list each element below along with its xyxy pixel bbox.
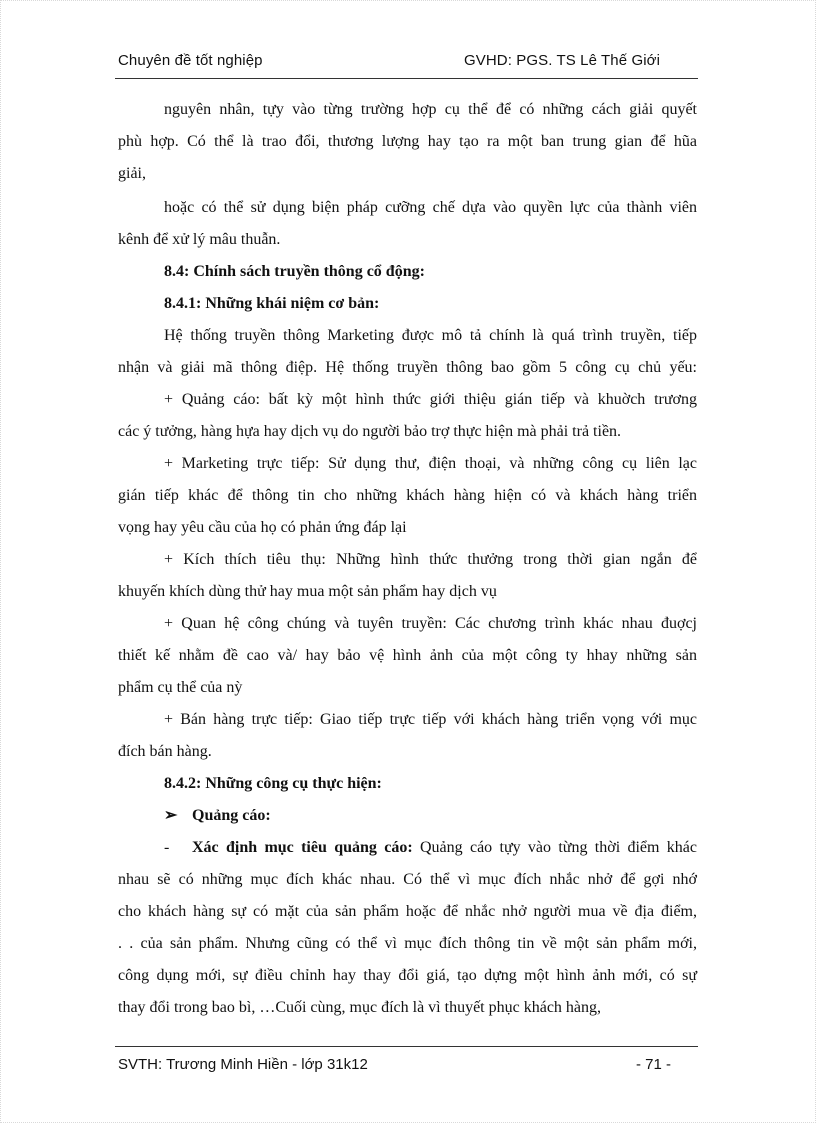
paragraph-line: khuyến khích dùng thử hay mua một sản phẩm hay dịch vụ bbox=[118, 583, 497, 600]
paragraph-line: + Bán hàng trực tiếp: Giao tiếp trực tiếp với khách hàng triển vọng với mục bbox=[164, 711, 697, 728]
subsection-heading: 8.4.2: Những công cụ thực hiện: bbox=[164, 775, 382, 792]
paragraph-line: cho khách hàng sự có mặt của sản phẩm hoặc để nhắc nhở người mua về địa điểm, bbox=[118, 903, 697, 920]
subsection-heading: 8.4.1: Những khái niệm cơ bản: bbox=[164, 295, 380, 312]
bullet-label: Quảng cáo: bbox=[192, 807, 271, 824]
paragraph-line: công dụng mới, sự điều chỉnh hay thay đổi giá, tạo dựng một hình ảnh mới, có sự bbox=[118, 967, 697, 984]
bullet-item bbox=[164, 802, 743, 830]
footer-rule bbox=[115, 1046, 698, 1047]
paragraph-line: vọng hay yêu cầu của họ có phản ứng đáp lại bbox=[118, 519, 407, 536]
paragraph-line: hoặc có thể sử dụng biện pháp cưỡng chế dựa vào quyền lực của thành viên bbox=[164, 199, 697, 216]
dash-item bbox=[164, 834, 697, 862]
dash-text: Quảng cáo tựy vào từng thời điểm khác bbox=[419, 839, 697, 856]
page-number: - 71 - bbox=[636, 1056, 672, 1073]
paragraph-line: gián tiếp khác để thông tin cho những khách hàng hiện có và khách hàng triển bbox=[118, 487, 697, 504]
paragraph-line: + Quảng cáo: bất kỳ một hình thức giới thiệu gián tiếp và khuờch trương bbox=[164, 391, 697, 408]
footer-author: SVTH: Trương Minh Hiền - lớp 31k12 bbox=[118, 1056, 368, 1073]
paragraph-line: . . của sản phẩm. Nhưng cũng có thể vì mục đích thông tin về một sản phẩm mới, bbox=[118, 935, 697, 952]
dash-marker: - bbox=[164, 839, 170, 856]
paragraph-line: thiết kế nhằm đề cao và/ hay bảo vệ hình ảnh của một công ty hhay những sản bbox=[118, 647, 697, 664]
paragraph-line: giải, bbox=[118, 165, 146, 182]
paragraph-line: + Marketing trực tiếp: Sử dụng thư, điện thoại, và những công cụ liên lạc bbox=[164, 455, 697, 472]
header-title: Chuyên đề tốt nghiệp bbox=[118, 52, 263, 69]
paragraph-line: + Kích thích tiêu thụ: Những hình thức thưởng trong thời gian ngắn để bbox=[164, 551, 697, 568]
header-rule bbox=[115, 78, 698, 79]
paragraph-line: + Quan hệ công chúng và tuyên truyền: Các chương trình khác nhau đuợcj bbox=[164, 615, 697, 632]
paragraph-line: các ý tưởng, hàng hựa hay dịch vụ do người bảo trợ thực hiện mà phải trả tiền. bbox=[118, 423, 622, 440]
header-advisor: GVHD: PGS. TS Lê Thế Giới bbox=[464, 52, 661, 69]
paragraph-line: nhau sẽ có những mục đích khác nhau. Có thể vì mục đích nhắc nhở để gợi nhớ bbox=[118, 871, 697, 888]
paragraph-line: kênh để xử lý mâu thuẫn. bbox=[118, 231, 281, 248]
paragraph-line: nguyên nhân, tựy vào từng trường hợp cụ thể để có những cách giải quyết bbox=[164, 101, 697, 118]
paragraph-line: đích bán hàng. bbox=[118, 743, 212, 760]
arrow-bullet-icon: ➢ bbox=[164, 807, 178, 824]
paragraph-line: Hệ thống truyền thông Marketing được mô tả chính là quá trình truyền, tiếp bbox=[164, 327, 697, 344]
paragraph-line: thay đổi trong bao bì, …Cuối cùng, mục đích là vì thuyết phục khách hàng, bbox=[118, 999, 602, 1016]
section-heading: 8.4: Chính sách truyền thông cổ động: bbox=[164, 263, 425, 280]
paragraph-line: phù hợp. Có thể là trao đổi, thương lượng hay tạo ra một ban trung gian để hũa bbox=[118, 133, 697, 150]
paragraph-line: phẩm cụ thể của nỳ bbox=[118, 679, 243, 696]
paragraph-line: nhận và giải mã thông điệp. Hệ thống truyền thông bao gồm 5 công cụ chủ yếu: bbox=[118, 359, 697, 376]
dash-label: Xác định mục tiêu quảng cáo: bbox=[192, 839, 413, 856]
